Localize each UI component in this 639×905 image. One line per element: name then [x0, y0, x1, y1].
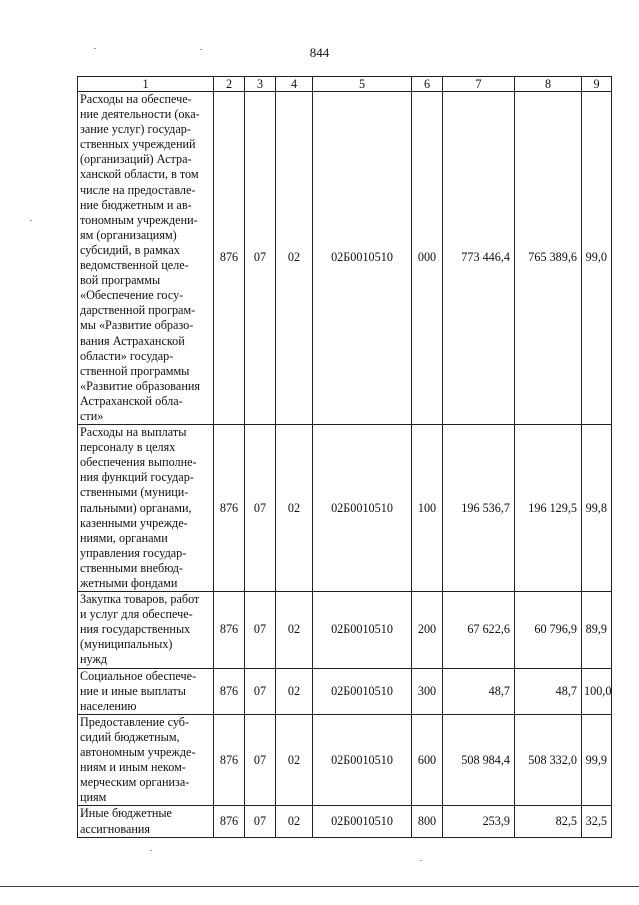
subsection-cell: 02 — [276, 592, 313, 668]
percent-cell: 100,0 — [582, 668, 612, 714]
row-name-line: вой программы — [80, 273, 161, 288]
row-name-line: тономным учреждени- — [80, 212, 198, 227]
row-name-line: сидий бюджетным, — [80, 729, 180, 744]
admin-code-cell: 876 — [214, 425, 245, 592]
row-name-line: ственных учреждений — [80, 137, 196, 152]
column-header: 9 — [582, 77, 612, 92]
row-name-line: «Обеспечение госу- — [80, 288, 184, 303]
target-article-cell: 02Б0010510 — [313, 592, 412, 668]
scan-speck — [420, 860, 422, 861]
row-name-line: Расходы на выплаты — [80, 425, 187, 440]
percent-cell: 99,0 — [582, 92, 612, 425]
target-article-cell: 02Б0010510 — [313, 92, 412, 425]
row-name-line: Предоставление суб- — [80, 714, 190, 729]
table-row — [78, 425, 612, 592]
target-article-cell: 02Б0010510 — [313, 806, 412, 837]
row-name-line: ния функций государ- — [80, 470, 194, 485]
section-cell: 07 — [245, 592, 276, 668]
row-name-line: обеспечения выполне- — [80, 455, 197, 470]
row-name-line: ственными (муници- — [80, 485, 189, 500]
row-name-line: (организаций) Астра- — [80, 152, 192, 167]
table-row — [78, 714, 612, 806]
row-name-line: сти» — [80, 408, 104, 423]
page-number: 844 — [309, 45, 330, 60]
column-header: 2 — [214, 77, 245, 92]
row-name-line: Иные бюджетные — [80, 806, 172, 821]
subsection-cell: 02 — [276, 92, 313, 425]
row-name-line: ственными внебюд- — [80, 560, 183, 575]
column-header: 7 — [443, 77, 515, 92]
section-cell: 07 — [245, 806, 276, 837]
executed-amount-cell: 60 796,9 — [515, 592, 582, 668]
row-name-line: нужд — [80, 652, 108, 667]
row-name-line: вания Астраханской — [80, 333, 185, 348]
executed-amount-cell: 508 332,0 — [515, 714, 582, 806]
row-name-line: ние деятельности (ока- — [80, 107, 200, 122]
row-name-line: циям — [80, 790, 107, 805]
row-name-line: зание услуг) государ- — [80, 122, 191, 137]
row-name-line: мерческим организа- — [80, 775, 190, 790]
row-name-line: пальными) органами, — [80, 500, 192, 515]
row-name-line: дарственной програм- — [80, 303, 196, 318]
row-name-line: Социальное обеспече- — [80, 668, 197, 683]
row-name-cell — [78, 714, 214, 806]
header-row — [78, 77, 612, 92]
row-name-line: ниям и иным неком- — [80, 760, 186, 775]
row-name-cell — [78, 668, 214, 714]
row-name-line: управления государ- — [80, 545, 187, 560]
subsection-cell: 02 — [276, 806, 313, 837]
row-name-line: ние бюджетным и ав- — [80, 197, 192, 212]
scan-speck — [200, 49, 202, 50]
row-name-cell — [78, 425, 214, 592]
row-name-line: ния государственных — [80, 622, 191, 637]
table-row — [78, 92, 612, 425]
row-name-line: мы «Развитие образо- — [80, 318, 194, 333]
table-row — [78, 592, 612, 668]
row-name-cell — [78, 806, 214, 837]
admin-code-cell: 876 — [214, 668, 245, 714]
expense-type-cell: 600 — [412, 714, 443, 806]
admin-code-cell: 876 — [214, 806, 245, 837]
planned-amount-cell: 508 984,4 — [443, 714, 515, 806]
percent-cell: 89,9 — [582, 592, 612, 668]
row-name-line: казенными учрежде- — [80, 515, 188, 530]
target-article-cell: 02Б0010510 — [313, 425, 412, 592]
budget-table — [77, 76, 612, 838]
bottom-rule — [0, 886, 639, 887]
section-cell: 07 — [245, 425, 276, 592]
section-cell: 07 — [245, 668, 276, 714]
planned-amount-cell: 196 536,7 — [443, 425, 515, 592]
executed-amount-cell: 48,7 — [515, 668, 582, 714]
executed-amount-cell: 82,5 — [515, 806, 582, 837]
scan-speck — [30, 220, 32, 221]
admin-code-cell: 876 — [214, 592, 245, 668]
planned-amount-cell: 253,9 — [443, 806, 515, 837]
subsection-cell: 02 — [276, 668, 313, 714]
expense-type-cell: 300 — [412, 668, 443, 714]
row-name-cell — [78, 592, 214, 668]
row-name-line: населению — [80, 698, 137, 713]
column-header: 1 — [78, 77, 214, 92]
percent-cell: 99,8 — [582, 425, 612, 592]
percent-cell: 99,9 — [582, 714, 612, 806]
expense-type-cell: 000 — [412, 92, 443, 425]
target-article-cell: 02Б0010510 — [313, 668, 412, 714]
subsection-cell: 02 — [276, 714, 313, 806]
row-name-line: числе на предоставле- — [80, 182, 196, 197]
table-row — [78, 806, 612, 837]
row-name-line: автономным учрежде- — [80, 745, 196, 760]
row-name-line: ям (организациям) — [80, 227, 177, 242]
planned-amount-cell: 48,7 — [443, 668, 515, 714]
expense-type-cell: 800 — [412, 806, 443, 837]
row-name-line: ведомственной целе- — [80, 258, 189, 273]
admin-code-cell: 876 — [214, 92, 245, 425]
row-name-line: Закупка товаров, работ — [80, 592, 200, 607]
row-name-cell — [78, 92, 214, 425]
admin-code-cell: 876 — [214, 714, 245, 806]
row-name-line: Расходы на обеспече- — [80, 92, 192, 106]
row-name-line: области» государ- — [80, 348, 174, 363]
section-cell: 07 — [245, 92, 276, 425]
column-header: 4 — [276, 77, 313, 92]
target-article-cell: 02Б0010510 — [313, 714, 412, 806]
section-cell: 07 — [245, 714, 276, 806]
row-name-line: Астраханской обла- — [80, 393, 183, 408]
expense-type-cell: 200 — [412, 592, 443, 668]
row-name-line: (муниципальных) — [80, 637, 173, 652]
row-name-line: «Развитие образования — [80, 378, 200, 393]
planned-amount-cell: 67 622,6 — [443, 592, 515, 668]
row-name-line: субсидий, в рамках — [80, 242, 180, 257]
row-name-line: ниями, органами — [80, 530, 168, 545]
scan-speck — [94, 48, 96, 49]
subsection-cell: 02 — [276, 425, 313, 592]
row-name-line: ственной программы — [80, 363, 190, 378]
row-name-line: персоналу в целях — [80, 440, 176, 455]
row-name-line: ханской области, в том — [80, 167, 199, 182]
scan-speck — [150, 850, 152, 851]
expense-type-cell: 100 — [412, 425, 443, 592]
row-name-line: ние и иные выплаты — [80, 683, 186, 698]
executed-amount-cell: 196 129,5 — [515, 425, 582, 592]
column-header: 5 — [313, 77, 412, 92]
row-name-line: ассигнования — [80, 821, 151, 836]
column-header: 3 — [245, 77, 276, 92]
row-name-line: жетными фондами — [80, 576, 178, 590]
column-header: 6 — [412, 77, 443, 92]
percent-cell: 32,5 — [582, 806, 612, 837]
planned-amount-cell: 773 446,4 — [443, 92, 515, 425]
table-row — [78, 668, 612, 714]
row-name-line: и услуг для обеспече- — [80, 607, 193, 622]
column-header: 8 — [515, 77, 582, 92]
executed-amount-cell: 765 389,6 — [515, 92, 582, 425]
